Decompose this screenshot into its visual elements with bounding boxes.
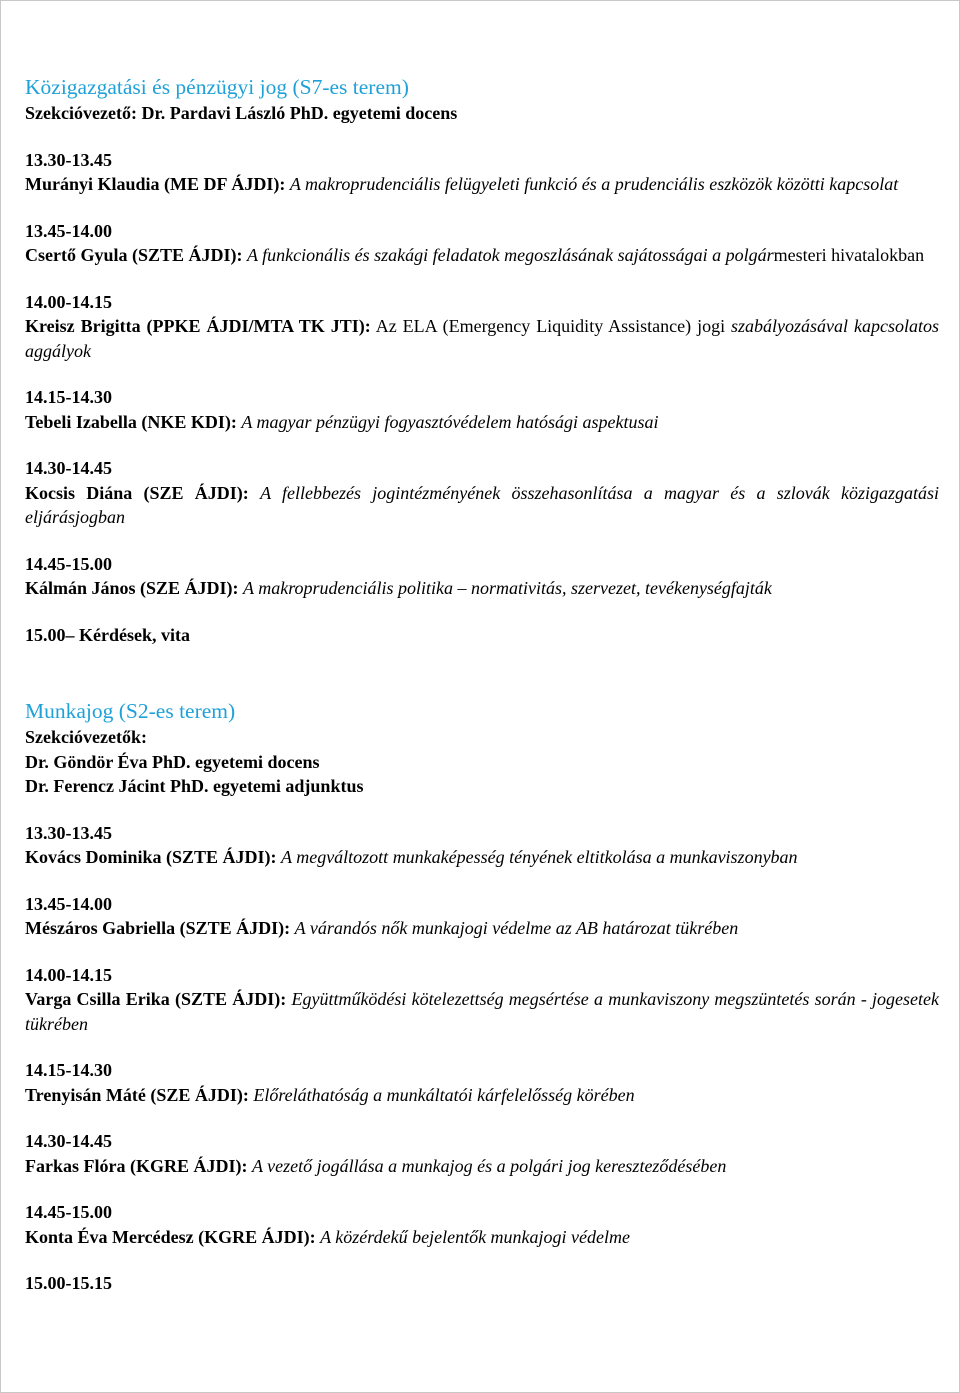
slot-time: 14.45-15.00 <box>25 1202 112 1222</box>
program-slot <box>25 1129 939 1178</box>
talk-title: A makroprudenciális politika – normativitás, szervezet, tevékenységfajták <box>243 578 772 598</box>
slot-entry <box>25 410 939 435</box>
section-chair: Dr. Ferencz Jácint PhD. egyetemi adjunktus <box>25 776 364 796</box>
slot-entry <box>25 243 939 268</box>
slot-time: 14.30-14.45 <box>25 1131 112 1151</box>
program-slot <box>25 1271 939 1296</box>
talk-title: A funkcionális és szakági feladatok megoszlásának sajátosságai a polgár <box>247 245 774 265</box>
slot-time: 14.15-14.30 <box>25 1060 112 1080</box>
section-title: Munkajog (S2-es terem) <box>25 699 236 723</box>
section-spacer <box>25 647 939 697</box>
program-slot <box>25 892 939 941</box>
slot-entry <box>25 1083 939 1108</box>
section-chair: Szekcióvezető: Dr. Pardavi László PhD. egyetemi docens <box>25 103 458 123</box>
talk-title: A megváltozott munkaképesség tényének eltitkolása a munkaviszonyban <box>281 847 798 867</box>
questions-discussion: 15.00– Kérdések, vita <box>25 624 190 645</box>
slot-time: 14.15-14.30 <box>25 387 112 407</box>
speaker-name: Varga Csilla Erika (SZTE ÁJDI): <box>25 989 287 1009</box>
program-slot <box>25 385 939 434</box>
speaker-name: Csertő Gyula (SZTE ÁJDI): <box>25 245 243 265</box>
slot-entry <box>25 576 939 601</box>
speaker-name: Kovács Dominika (SZTE ÁJDI): <box>25 847 277 867</box>
program-slot <box>25 148 939 197</box>
talk-title: Előreláthatóság a munkáltatói kárfelelősség körében <box>253 1084 635 1105</box>
slot-time: 13.45-14.00 <box>25 893 112 914</box>
speaker-name: Farkas Flóra (KGRE ÁJDI): <box>25 1155 248 1176</box>
speaker-name: Kocsis Diána (SZE ÁJDI): <box>25 482 249 503</box>
program-slot <box>25 1200 939 1249</box>
section-chair: Dr. Göndör Éva PhD. egyetemi docens <box>25 751 320 772</box>
section-labour-law <box>25 697 939 1296</box>
slot-entry <box>25 481 939 530</box>
talk-title: A magyar pénzügyi fogyasztóvédelem hatósági aspektusai <box>241 411 659 432</box>
talk-title: A fellebbezés jogintézményének összehasonlítása a magyar és a szlovák közigazgatási eljárásjogban <box>25 482 939 527</box>
program-slot <box>25 821 939 870</box>
speaker-name: Tebeli Izabella (NKE KDI): <box>25 411 237 432</box>
section-public-finance-law <box>25 73 939 647</box>
talk-title: szabályozásával kapcsolatos aggályok <box>25 316 939 361</box>
slot-time: 13.30-13.45 <box>25 822 112 843</box>
slot-entry <box>25 1225 939 1250</box>
speaker-name: Trenyisán Máté (SZE ÁJDI): <box>25 1084 249 1105</box>
program-slot <box>25 219 939 268</box>
document-content <box>25 73 939 1296</box>
program-slot <box>25 552 939 601</box>
speaker-name: Kreisz Brigitta (PPKE ÁJDI/MTA TK JTI): <box>25 316 371 336</box>
slot-entry <box>25 314 939 363</box>
slot-time: 14.00-14.15 <box>25 964 112 985</box>
slot-entry <box>25 916 939 941</box>
talk-title: A várandós nők munkajogi védelme az AB határozat tükrében <box>294 918 739 938</box>
slot-entry <box>25 987 939 1036</box>
section-title: Közigazgatási és pénzügyi jog (S7-es terem) <box>25 75 409 99</box>
slot-entry <box>25 1154 939 1179</box>
talk-title: Együttműködési kötelezettség megsértése a munkaviszony megszüntetés során - jogesetek tükrében <box>25 989 939 1034</box>
slot-time: 13.30-13.45 <box>25 149 112 170</box>
talk-title-tail: mesteri hivatalokban <box>773 245 925 265</box>
speaker-name: Kálmán János (SZE ÁJDI): <box>25 578 239 598</box>
slot-entry <box>25 845 939 870</box>
program-slot <box>25 290 939 364</box>
talk-title: A közérdekű bejelentők munkajogi védelme <box>320 1226 631 1247</box>
talk-title: A makroprudenciális felügyeleti funkció és a prudenciális eszközök közötti kapcsolat <box>289 174 899 194</box>
program-slot <box>25 1058 939 1107</box>
speaker-name: Konta Éva Mercédesz (KGRE ÁJDI): <box>25 1226 316 1247</box>
program-slot <box>25 963 939 1037</box>
slot-time: 14.30-14.45 <box>25 458 112 478</box>
slot-time: 14.00-14.15 <box>25 291 112 312</box>
speaker-name: Mészáros Gabriella (SZTE ÁJDI): <box>25 918 291 938</box>
talk-title-plain: Az ELA (Emergency Liquidity Assistance) jogi <box>375 316 726 336</box>
program-slot <box>25 456 939 530</box>
slot-time: 14.45-15.00 <box>25 553 112 574</box>
slot-time: 15.00-15.15 <box>25 1273 112 1293</box>
slot-entry <box>25 172 939 197</box>
talk-title: A vezető jogállása a munkajog és a polgári jog kereszteződésében <box>251 1155 727 1176</box>
speaker-name: Murányi Klaudia (ME DF ÁJDI): <box>25 174 286 194</box>
section-chair-heading: Szekcióvezetők: <box>25 727 147 747</box>
slot-time: 13.45-14.00 <box>25 220 112 241</box>
